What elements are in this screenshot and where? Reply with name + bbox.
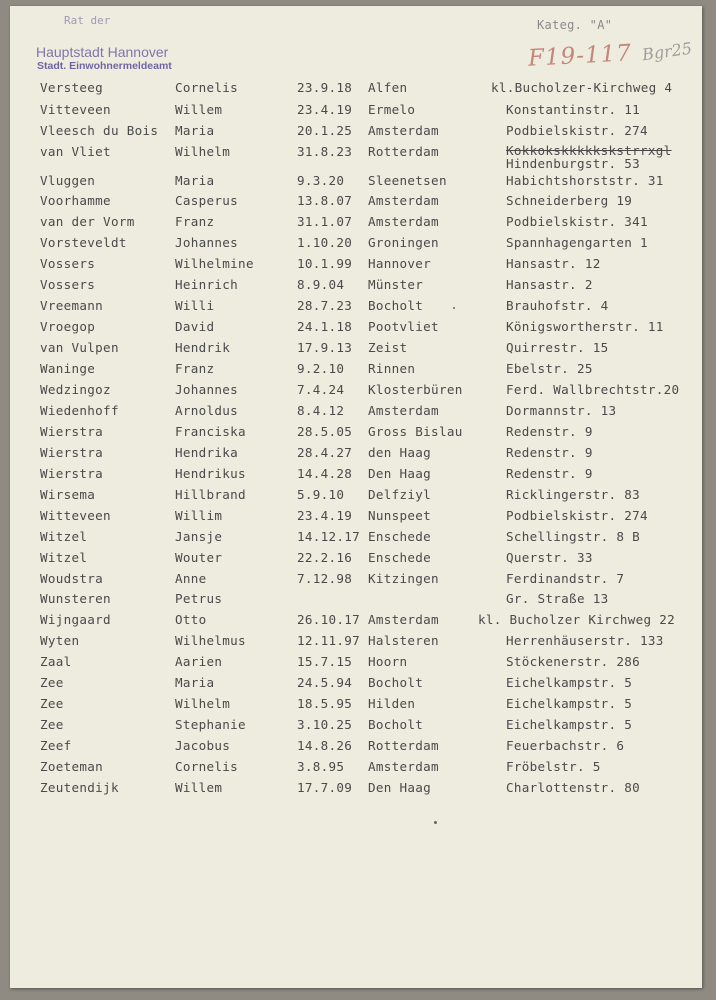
birth-place-cell: Ermelo <box>368 102 416 117</box>
birth-place-cell: Münster <box>368 277 424 292</box>
surname-cell: Wierstra <box>40 445 104 460</box>
birth-place-cell: Gross Bislau <box>368 424 463 439</box>
birth-place-cell: Nunspeet <box>368 508 432 523</box>
address-cell: Ferd. Wallbrechtstr.20 <box>506 382 680 397</box>
register-row <box>10 654 702 674</box>
birth-place-cell: Amsterdam <box>368 193 439 208</box>
birth-place-cell: Bocholt <box>368 717 424 732</box>
surname-cell: Wiedenhoff <box>40 403 119 418</box>
register-row <box>10 612 702 632</box>
address-cell: Redenstr. 9 <box>506 466 593 481</box>
address-cell: Quirrestr. 15 <box>506 340 609 355</box>
birth-date-cell: 17.7.09 <box>297 780 353 795</box>
given-name-cell: Maria <box>175 123 215 138</box>
address-cell: Podbielskistr. 341 <box>506 214 648 229</box>
authority-line: Rat der <box>64 14 111 27</box>
birth-date-cell: 14.8.26 <box>297 738 353 753</box>
document-page <box>10 6 702 988</box>
birth-place-cell: Amsterdam <box>368 612 439 627</box>
surname-cell: Vossers <box>40 277 96 292</box>
given-name-cell: Aarien <box>175 654 223 669</box>
register-row <box>10 487 702 507</box>
address-cell: Podbielskistr. 274 <box>506 508 648 523</box>
address-cell: Habichtshorststr. 31 <box>506 173 664 188</box>
register-row <box>10 319 702 339</box>
birth-date-cell: 23.4.19 <box>297 102 353 117</box>
birth-place-cell: Hilden <box>368 696 416 711</box>
surname-cell: Wijngaard <box>40 612 111 627</box>
birth-place-cell: den Haag <box>368 445 432 460</box>
given-name-cell: Hendrik <box>175 340 231 355</box>
birth-date-cell: 24.1.18 <box>297 319 353 334</box>
surname-cell: Vossers <box>40 256 96 271</box>
given-name-cell: Franz <box>175 214 215 229</box>
address-cell: Querstr. 33 <box>506 550 593 565</box>
address-cell: Brauhofstr. 4 <box>506 298 609 313</box>
birth-place-cell: Bocholt <box>368 298 424 313</box>
birth-place-cell: Enschede <box>368 529 432 544</box>
given-name-cell: Casperus <box>175 193 239 208</box>
register-row <box>10 445 702 465</box>
surname-cell: Woudstra <box>40 571 104 586</box>
address-cell: kl. Bucholzer Kirchweg 22 <box>478 612 676 627</box>
birth-place-cell: Rotterdam <box>368 144 439 159</box>
birth-date-cell: 3.8.95 <box>297 759 345 774</box>
address-cell: Ricklingerstr. 83 <box>506 487 640 502</box>
given-name-cell: Heinrich <box>175 277 239 292</box>
given-name-cell: Maria <box>175 675 215 690</box>
birth-date-cell: 12.11.97 <box>297 633 361 648</box>
given-name-cell: Hendrikus <box>175 466 246 481</box>
handwritten-initials: Bgr25 <box>640 38 694 65</box>
register-row <box>10 466 702 486</box>
surname-cell: Wierstra <box>40 424 104 439</box>
address-cell: Eichelkampstr. 5 <box>506 717 633 732</box>
birth-date-cell: 1.10.20 <box>297 235 353 250</box>
given-name-cell: Johannes <box>175 382 239 397</box>
given-name-cell: Cornelis <box>175 759 239 774</box>
birth-place-cell: Amsterdam <box>368 759 439 774</box>
ink-dot <box>434 821 437 824</box>
register-row <box>10 123 702 143</box>
address-cell: Eichelkampstr. 5 <box>506 675 633 690</box>
birth-place-cell: Zeist <box>368 340 408 355</box>
surname-cell: Wedzingoz <box>40 382 111 397</box>
birth-place-cell: Amsterdam <box>368 214 439 229</box>
birth-date-cell: 7.4.24 <box>297 382 345 397</box>
given-name-cell: Hendrika <box>175 445 239 460</box>
given-name-cell: Wilhelm <box>175 696 231 711</box>
given-name-cell: Wilhelmus <box>175 633 246 648</box>
surname-cell: Zeutendijk <box>40 780 119 795</box>
birth-date-cell: 13.8.07 <box>297 193 353 208</box>
address-cell: Dormannstr. 13 <box>506 403 617 418</box>
given-name-cell: Jansje <box>175 529 223 544</box>
birth-date-cell: 14.12.17 <box>297 529 361 544</box>
address-cell: Königswortherstr. 11 <box>506 319 664 334</box>
register-row <box>10 633 702 653</box>
surname-cell: Wirsema <box>40 487 96 502</box>
surname-cell: Vitteveen <box>40 102 111 117</box>
given-name-cell: Johannes <box>175 235 239 250</box>
register-row <box>10 780 702 800</box>
birth-date-cell: 5.9.10 <box>297 487 345 502</box>
birth-date-cell: 23.9.18 <box>297 80 353 95</box>
surname-cell: Zaal <box>40 654 72 669</box>
given-name-cell: Jacobus <box>175 738 231 753</box>
birth-place-cell: Bocholt <box>368 675 424 690</box>
birth-date-cell: 28.4.27 <box>297 445 353 460</box>
register-row <box>10 550 702 570</box>
address-cell: Hindenburgstr. 53 <box>506 156 640 171</box>
register-row <box>10 277 702 297</box>
city-stamp: Hauptstadt Hannover <box>36 44 169 60</box>
birth-date-cell: 15.7.15 <box>297 654 353 669</box>
given-name-cell: Otto <box>175 612 207 627</box>
address-cell: Redenstr. 9 <box>506 424 593 439</box>
surname-cell: Wunsteren <box>40 591 111 606</box>
given-name-cell: Wilhelm <box>175 144 231 159</box>
birth-date-cell: 9.2.10 <box>297 361 345 376</box>
birth-date-cell: 9.3.20 <box>297 173 345 188</box>
birth-date-cell: 31.8.23 <box>297 144 353 159</box>
register-row <box>10 696 702 716</box>
surname-cell: Vorsteveldt <box>40 235 127 250</box>
birth-place-cell: Rotterdam <box>368 738 439 753</box>
birth-place-cell: Delfziyl <box>368 487 432 502</box>
birth-date-cell: 31.1.07 <box>297 214 353 229</box>
struck-address-cell: Kokkokskkkkkskstrrxgl <box>506 143 672 158</box>
surname-cell: Vleesch du Bois <box>40 123 159 138</box>
birth-place-cell: Hannover <box>368 256 432 271</box>
register-row <box>10 675 702 695</box>
surname-cell: van Vliet <box>40 144 111 159</box>
address-cell: Eichelkampstr. 5 <box>506 696 633 711</box>
address-cell: Ebelstr. 25 <box>506 361 593 376</box>
address-cell: Herrenhäuserstr. 133 <box>506 633 664 648</box>
register-row <box>10 256 702 276</box>
given-name-cell: Arnoldus <box>175 403 239 418</box>
birth-date-cell: 10.1.99 <box>297 256 353 271</box>
birth-date-cell: 18.5.95 <box>297 696 353 711</box>
surname-cell: van Vulpen <box>40 340 119 355</box>
register-row <box>10 403 702 423</box>
register-row <box>10 508 702 528</box>
address-cell: Spannhagengarten 1 <box>506 235 648 250</box>
surname-cell: Zoeteman <box>40 759 104 774</box>
given-name-cell: Franz <box>175 361 215 376</box>
birth-place-cell: Alfen <box>368 80 408 95</box>
register-row <box>10 571 702 591</box>
address-cell: Fröbelstr. 5 <box>506 759 601 774</box>
file-reference: F19-117 <box>527 40 633 72</box>
surname-cell: Zee <box>40 696 64 711</box>
surname-cell: Wierstra <box>40 466 104 481</box>
register-row <box>10 173 702 193</box>
address-cell: Podbielskistr. 274 <box>506 123 648 138</box>
given-name-cell: Hillbrand <box>175 487 246 502</box>
surname-cell: Witzel <box>40 529 88 544</box>
surname-cell: Vreemann <box>40 298 104 313</box>
office-stamp: Stadt. Einwohnermeldeamt <box>37 60 172 72</box>
birth-date-cell: 17.9.13 <box>297 340 353 355</box>
given-name-cell: Franciska <box>175 424 246 439</box>
address-cell: Hansastr. 12 <box>506 256 601 271</box>
given-name-cell: Cornelis <box>175 80 239 95</box>
given-name-cell: Willem <box>175 102 223 117</box>
birth-place-cell: Groningen <box>368 235 439 250</box>
register-row <box>10 591 702 611</box>
register-row <box>10 143 702 171</box>
birth-date-cell: 8.9.04 <box>297 277 345 292</box>
birth-place-cell: Sleenetsen <box>368 173 447 188</box>
surname-cell: Versteeg <box>40 80 104 95</box>
birth-date-cell: 14.4.28 <box>297 466 353 481</box>
surname-cell: Wyten <box>40 633 80 648</box>
register-row <box>10 193 702 213</box>
register-row <box>10 717 702 737</box>
surname-cell: Voorhamme <box>40 193 111 208</box>
birth-date-cell: 3.10.25 <box>297 717 353 732</box>
surname-cell: Zeef <box>40 738 72 753</box>
birth-place-cell: Klosterbüren <box>368 382 463 397</box>
surname-cell: Vluggen <box>40 173 96 188</box>
register-row <box>10 382 702 402</box>
given-name-cell: Wilhelmine <box>175 256 254 271</box>
address-cell: Redenstr. 9 <box>506 445 593 460</box>
birth-place-cell: Enschede <box>368 550 432 565</box>
birth-place-cell: Rinnen <box>368 361 416 376</box>
address-cell: Feuerbachstr. 6 <box>506 738 625 753</box>
address-cell: Gr. Straße 13 <box>506 591 609 606</box>
birth-place-cell: Halsteren <box>368 633 439 648</box>
birth-place-cell: Den Haag <box>368 780 432 795</box>
birth-place-cell: Pootvliet <box>368 319 439 334</box>
register-row <box>10 340 702 360</box>
category-label: Kateg. "A" <box>537 18 613 32</box>
surname-cell: Zee <box>40 717 64 732</box>
given-name-cell: Willi <box>175 298 215 313</box>
address-cell: Stöckenerstr. 286 <box>506 654 640 669</box>
birth-place-cell: Amsterdam <box>368 403 439 418</box>
birth-place-cell: Hoorn <box>368 654 408 669</box>
birth-date-cell: 22.2.16 <box>297 550 353 565</box>
birth-place-cell: Kitzingen <box>368 571 439 586</box>
birth-date-cell: 20.1.25 <box>297 123 353 138</box>
address-cell: Hansastr. 2 <box>506 277 593 292</box>
birth-date-cell: 8.4.12 <box>297 403 345 418</box>
given-name-cell: Willim <box>175 508 223 523</box>
surname-cell: Witteveen <box>40 508 111 523</box>
address-cell: Ferdinandstr. 7 <box>506 571 625 586</box>
given-name-cell: David <box>175 319 215 334</box>
address-cell: Schellingstr. 8 B <box>506 529 640 544</box>
address-cell: kl.Bucholzer-Kirchweg 4 <box>491 80 673 95</box>
birth-date-cell: 24.5.94 <box>297 675 353 690</box>
birth-date-cell: 28.7.23 <box>297 298 353 313</box>
birth-date-cell: 26.10.17 <box>297 612 361 627</box>
given-name-cell: Anne <box>175 571 207 586</box>
birth-date-cell: 23.4.19 <box>297 508 353 523</box>
address-cell: Konstantinstr. 11 <box>506 102 640 117</box>
register-row <box>10 529 702 549</box>
register-row <box>10 759 702 779</box>
given-name-cell: Maria <box>175 173 215 188</box>
given-name-cell: Petrus <box>175 591 223 606</box>
given-name-cell: Stephanie <box>175 717 246 732</box>
birth-date-cell: 28.5.05 <box>297 424 353 439</box>
address-cell: Schneiderberg 19 <box>506 193 633 208</box>
register-row <box>10 424 702 444</box>
given-name-cell: Willem <box>175 780 223 795</box>
surname-cell: Vroegop <box>40 319 96 334</box>
register-row <box>10 214 702 234</box>
birth-place-cell: Den Haag <box>368 466 432 481</box>
birth-place-cell: Amsterdam <box>368 123 439 138</box>
surname-cell: Waninge <box>40 361 96 376</box>
given-name-cell: Wouter <box>175 550 223 565</box>
birth-date-cell: 7.12.98 <box>297 571 353 586</box>
surname-cell: Witzel <box>40 550 88 565</box>
register-row <box>10 80 702 100</box>
address-cell: Charlottenstr. 80 <box>506 780 640 795</box>
register-row <box>10 102 702 122</box>
register-row <box>10 235 702 255</box>
ink-dot <box>453 307 455 309</box>
register-row <box>10 361 702 381</box>
register-row <box>10 738 702 758</box>
surname-cell: Zee <box>40 675 64 690</box>
register-row <box>10 298 702 318</box>
surname-cell: van der Vorm <box>40 214 135 229</box>
